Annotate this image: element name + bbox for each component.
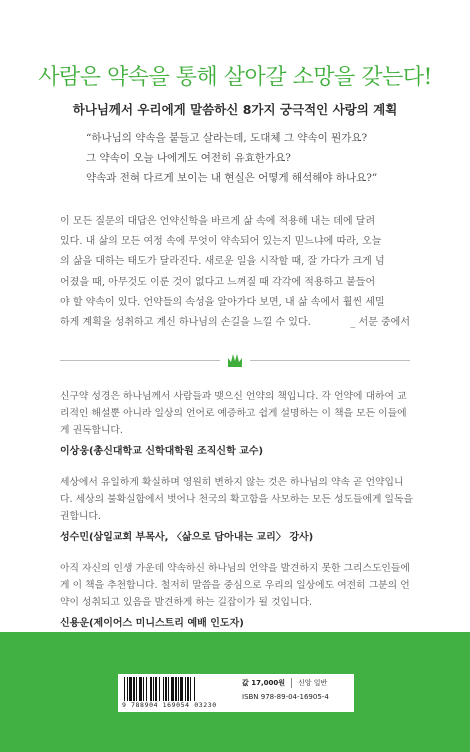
endorsement	[60, 560, 412, 632]
endorsement-line: 게 권독합니다.	[60, 425, 124, 436]
endorsement-text	[60, 474, 412, 525]
endorsement-author: 신용운(제이어스 미니스트리 예배 인도자)	[60, 618, 244, 629]
section-divider	[60, 352, 410, 368]
endorsement-text	[60, 388, 412, 439]
endorsement-line: 신구약 성경은 하나님께서 사람들과 맺으신 언약의 책입니다. 각 언약에 대하여 교	[60, 391, 407, 402]
subtitle: 하나님께서 우리에게 말씀하신 8가지 궁극적인 사랑의 계획	[72, 102, 398, 117]
endorsement-author: 성수민(삼일교회 부목사, 〈삶으로 담아내는 교리〉 강사)	[60, 532, 314, 543]
barcode-box	[118, 674, 354, 712]
body-excerpt	[60, 212, 410, 333]
endorsement-line: 리적인 해설뿐 아니라 일상의 언어로 예증하고 쉽게 설명하는 이 책을 모든 이들에	[60, 408, 407, 419]
price-separator	[291, 678, 292, 688]
endorsement-line: 약이 성취되고 있음을 발견하게 하는 길잡이가 될 것입니다.	[60, 597, 313, 608]
body-line: 야 할 약속이 있다. 언약들의 속성을 알아가다 보면, 내 삶 속에서 훨씬 세밀	[60, 296, 385, 308]
body-line: 어졌을 때, 아무것도 이룬 것이 없다고 느껴질 때 각각에 적용하고 붙들어	[60, 276, 376, 288]
endorsement-line: 권합니다.	[60, 511, 101, 522]
price-info	[242, 678, 350, 701]
price-label: 값 17,000원	[242, 679, 285, 687]
crown-icon	[226, 352, 244, 368]
headline: 사람은 약속을 통해 살아갈 소망을 갖는다!	[38, 65, 432, 90]
barcode-number: 9 788904 169054 03230	[122, 701, 217, 709]
isbn-label: ISBN 978-89-04-16905-4	[242, 693, 329, 701]
quote-line: 약속과 전혀 다르게 보이는 내 현실은 어떻게 해석해야 하나요?”	[86, 172, 378, 184]
quote-line: 그 약속이 오늘 나에게도 여전히 유효한가요?	[86, 152, 291, 164]
category-label: 신앙 일반	[297, 679, 328, 687]
endorsement-line: 게 이 책을 추천합니다. 철저히 말씀을 중심으로 우리의 일상에도 여전히 그분의 언	[60, 580, 410, 591]
divider-line-left	[60, 360, 220, 361]
body-line: 하게 계획을 성취하고 계신 하나님의 손길을 느낄 수 있다.	[60, 317, 311, 329]
endorsement-text	[60, 560, 412, 611]
endorsements	[60, 388, 412, 646]
body-line: 의 삶을 대하는 태도가 달라진다. 새로운 일을 시작할 때, 잘 가다가 크게 넘	[60, 256, 385, 268]
endorsement-line: 세상에서 유일하게 확실하며 영원히 변하지 않는 것은 하나님의 약속 곧 언약입니	[60, 477, 404, 488]
endorsement-author: 이상웅(총신대학교 신학대학원 조직신학 교수)	[60, 446, 264, 457]
body-last-line	[60, 313, 410, 333]
endorsement-line: 다. 세상의 불확실함에서 벗어나 천국의 확고함을 사모하는 모든 성도들에게 일독을	[60, 494, 413, 505]
divider-line-right	[250, 360, 410, 361]
body-line: 이 모든 질문의 대답은 언약신학을 바르게 삶 속에 적용해 내는 데에 달려	[60, 216, 376, 227]
quote-line: “하나님의 약속을 붙들고 살라는데, 도대체 그 약속이 뭔가요?	[86, 132, 368, 144]
endorsement	[60, 388, 412, 460]
endorsement-line: 아직 자신의 인생 가운데 약속하신 하나님의 언약을 발견하지 못한 그리스도인들에	[60, 563, 410, 574]
endorsement	[60, 474, 412, 546]
intro-quote	[86, 128, 416, 188]
excerpt-source: _ 서문 중에서	[350, 317, 410, 329]
body-line: 있다. 내 삶의 모든 여정 속에 무엇이 약속되어 있는지 믿느냐에 따라, 오늘	[60, 236, 382, 248]
barcode-image	[122, 677, 232, 701]
